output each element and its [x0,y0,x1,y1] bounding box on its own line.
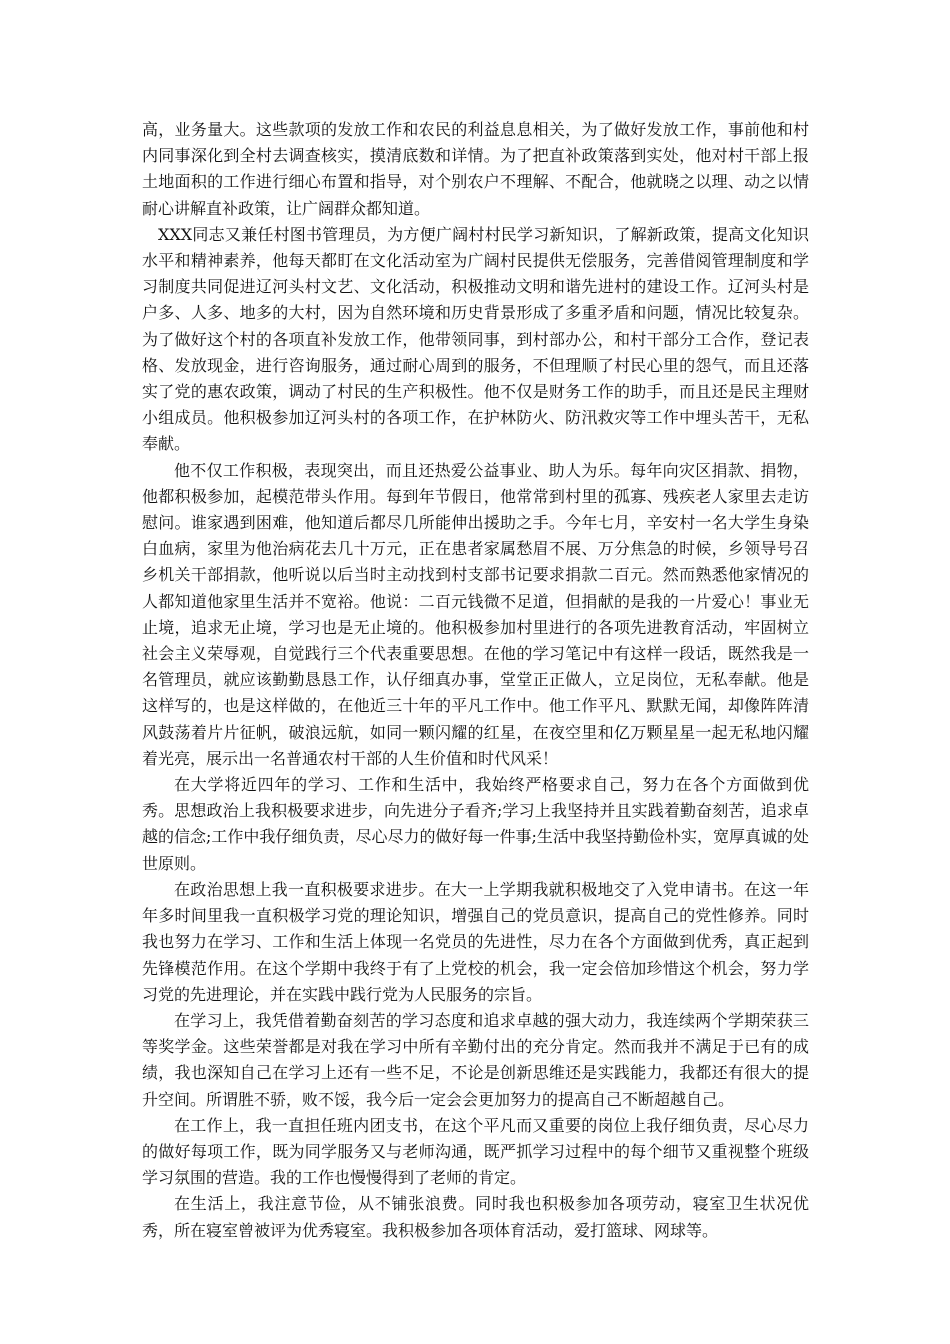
paragraph-political-thought: 在政治思想上我一直积极要求进步。在大一上学期我就积极地交了入党申请书。在这一年年多时间里我一直积极学习党的理论知识，增强自己的党员意识，提高自己的党性修养。同时我也努力在学习、工作和生活上体现一名党员的先进性，尽力在各个方面做到优秀，真正起到先锋模范作用。在这个学期中我终于有了上党校的机会，我一定会倍加珍惜这个机会，努力学习党的先进理论，并在实践中践行党为人民服务的宗旨。 [142,879,809,1004]
paragraph-university-summary: 在大学将近四年的学习、工作和生活中，我始终严格要求自己，努力在各个方面做到优秀。思想政治上我积极要求进步，向先进分子看齐;学习上我坚持并且实践着勤奋刻苦，追求卓越的信念;工作中我仔细负责，尽心尽力的做好每一件事;生活中我坚持勤俭朴实，宽厚真诚的处世原则。 [142,775,809,873]
paragraph-work: 在工作上，我一直担任班内团支书，在这个平凡而又重要的岗位上我仔细负责，尽心尽力的做好每项工作，既为同学服务又与老师沟通，既严抓学习过程中的每个细节又重视整个班级学习氛围的营造。我的工作也慢慢得到了老师的肯定。 [142,1115,809,1188]
paragraph-continuation: 高，业务量大。这些款项的发放工作和农民的利益息息相关，为了做好发放工作，事前他和村内同事深化到全村去调查核实，摸清底数和详情。为了把直补政策落到实处，他对村干部上报土地面积的工作进行细心布置和指导，对个别农户不理解、不配合，他就晓之以理、动之以情耐心讲解直补政策，让广阔群众都知道。 [142,120,809,218]
paragraph-study: 在学习上，我凭借着勤奋刻苦的学习态度和追求卓越的强大动力，我连续两个学期荣获三等奖学金。这些荣誉都是对我在学习中所有辛勤付出的充分肯定。然而我并不满足于已有的成绩，我也深知自己在学习上还有一些不足，不论是创新思维还是实践能力，我都还有很大的提升空间。所谓胜不骄，败不馁，我今后一定会会更加努力的提高自己不断超越自己。 [142,1010,809,1109]
document-body [142,117,809,1244]
paragraph-life: 在生活上，我注意节俭，从不铺张浪费。同时我也积极参加各项劳动，寝室卫生状况优秀，所在寝室曾被评为优秀寝室。我积极参加各项体育活动，爱打篮球、网球等。 [142,1194,809,1240]
paragraph-library-manager: XXX同志又兼任村图书管理员，为方便广阔村村民学习新知识，了解新政策，提高文化知识水平和精神素养，他每天都盯在文化活动室为广阔村民提供无偿服务，完善借阅管理制度和学习制度共同促进辽河头村文艺、文化活动，积极推动文明和谐先进村的建设工作。辽河头村是户多、人多、地多的大村，因为自然环境和历史背景形成了多重矛盾和问题，情况比较复杂。为了做好这个村的各项直补发放工作，他带领同事，到村部办公，和村干部分工合作，登记表格、发放现金，进行咨询服务，通过耐心周到的服务，不但理顺了村民心里的怨气，而且还落实了党的惠农政策，调动了村民的生产积极性。他不仅是财务工作的助手，而且还是民主理财小组成员。他积极参加辽河头村的各项工作，在护林防火、防汛救灾等工作中埋头苦干，无私奉献。 [142,224,809,454]
paragraph-public-welfare: 他不仅工作积极，表现突出，而且还热爱公益事业、助人为乐。每年向灾区捐款、捐物，他都积极参加，起模范带头作用。每到年节假日，他常常到村里的孤寡、残疾老人家里去走访慰问。谁家遇到困难，他知道后都尽几所能伸出援助之手。今年七月，辛安村一名大学生身染白血病，家里为他治病花去几十万元，正在患者家属愁眉不展、万分焦急的时候，乡领导号召乡机关干部捐款，他听说以后当时主动找到村支部书记要求捐款二百元。然而熟悉他家情况的人都知道他家里生活并不宽裕。他说：二百元钱微不足道，但捐献的是我的一片爱心！事业无止境，追求无止境，学习也是无止境的。他积极参加村里进行的各项先进教育活动，牢固树立社会主义荣辱观，自觉践行三个代表重要思想。在他的学习笔记中有这样一段话，既然我是一名管理员，就应该勤勤恳恳工作，认仔细真办事，堂堂正正做人，立足岗位，无私奉献。他是这样写的，也是这样做的，在他近三十年的平凡工作中。他工作平凡、默默无闻，却像阵阵清风鼓荡着片片征帆，破浪远航，如同一颗闪耀的红星，在夜空里和亿万颗星星一起无私地闪耀着光亮，展示出一名普通农村干部的人生价值和时代风采！ [142,460,809,768]
